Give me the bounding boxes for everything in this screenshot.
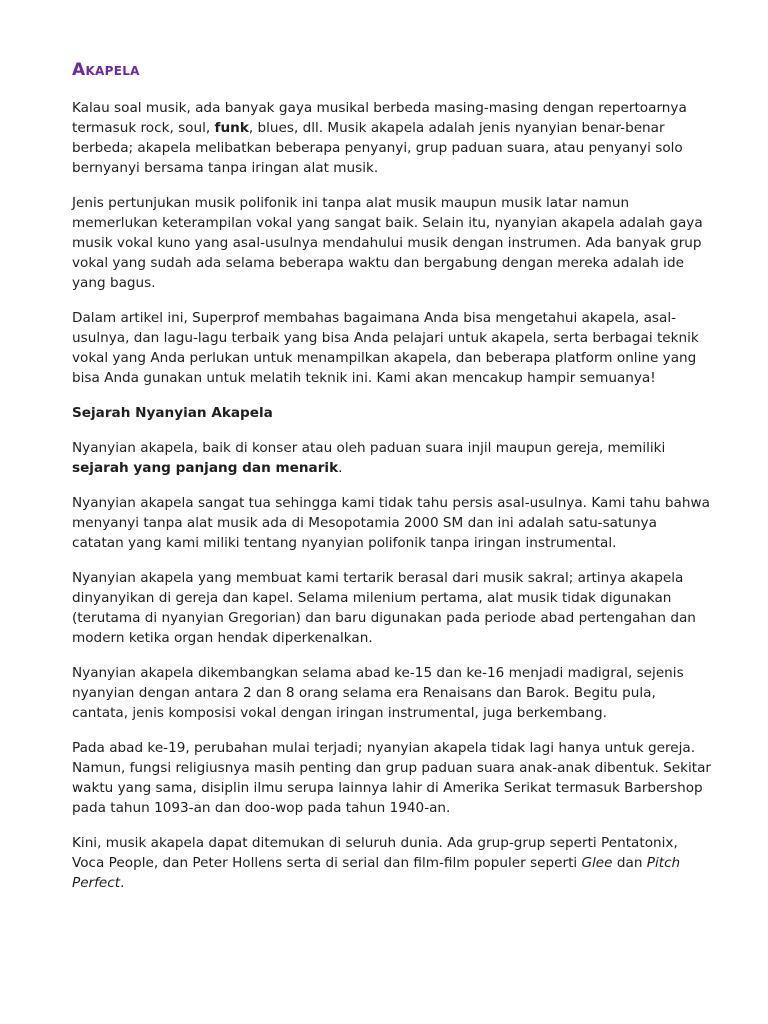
paragraph-polyphonic: Jenis pertunjukan musik polifonik ini tanpa alat musik maupun musik latar namun memerlukan keterampilan vokal yang sangat baik. Selain itu, nyanyian akapela adalah gaya musik vokal kuno yang asal-usulnya mendahului musik dengan instrumen. Ada banyak grup vokal yang sudah ada selama beberapa waktu dan bergabung dengan mereka adalah ide yang bagus. <box>72 195 703 291</box>
paragraph-modern <box>72 833 712 893</box>
bold-phrase-history: sejarah yang panjang dan menarik <box>72 460 339 476</box>
bold-term-funk: funk <box>214 120 249 136</box>
paragraph-sacral-music: Nyanyian akapela yang membuat kami tertarik berasal dari musik sakral; artinya akapela dinyanyikan di gereja dan kapel. Selama milenium pertama, alat musik tidak digunakan (terutama di nyanyian Gregorian) dan baru digunakan pada periode abad pertengahan dan modern ketika organ hendak diperkenalkan. <box>72 570 696 646</box>
paragraph-text: Kini, musik akapela dapat ditemukan di seluruh dunia. Ada grup-grup seperti Pentatonix, Voca People, dan Peter Hollens serta di serial dan film-film populer seperti <box>72 835 678 871</box>
document-title: Akapela <box>72 60 140 80</box>
section-heading-history: Sejarah Nyanyian Akapela <box>72 405 273 421</box>
paragraph-history-intro <box>72 438 712 478</box>
paragraph-madrigal: Nyanyian akapela dikembangkan selama abad ke-15 dan ke-16 menjadi madigral, sejenis nyanyian dengan antara 2 dan 8 orang selama era Renaisans dan Barok. Begitu pula, cantata, jenis komposisi vokal dengan iringan instrumental, juga berkembang. <box>72 665 684 721</box>
document-page <box>72 56 712 908</box>
paragraph-intro <box>72 98 712 178</box>
paragraph-text: . <box>120 875 125 891</box>
paragraph-text: , blues, dll. Musik akapela adalah jenis nyanyian benar-benar berbeda; akapela melibatkan beberapa penyanyi, grup paduan suara, atau penyanyi solo bernyanyi bersama tanpa iringan alat musik. <box>72 120 683 176</box>
paragraph-19th-century: Pada abad ke-19, perubahan mulai terjadi; nyanyian akapela tidak lagi hanya untuk gereja. Namun, fungsi religiusnya masih penting dan grup paduan suara anak-anak dibentuk. Sekitar waktu yang sama, disiplin ilmu serupa lainnya lahir di Amerika Serikat termasuk Barbershop pada tahun 1093-an dan doo-wop pada tahun 1940-an. <box>72 740 712 816</box>
paragraph-text: . <box>338 460 343 476</box>
paragraph-article-overview: Dalam artikel ini, Superprof membahas bagaimana Anda bisa mengetahui akapela, asal-usulnya, dan lagu-lagu terbaik yang bisa Anda pelajari untuk akapela, serta berbagai teknik vokal yang Anda perlukan untuk menampilkan akapela, dan beberapa platform online yang bisa Anda gunakan untuk melatih teknik ini. Kami akan mencakup hampir semuanya! <box>72 310 699 386</box>
italic-title-pitch-perfect: Pitch Perfect <box>72 855 681 891</box>
paragraph-text: Nyanyian akapela, baik di konser atau oleh paduan suara injil maupun gereja, memiliki <box>72 440 666 456</box>
paragraph-text: dan <box>612 855 647 871</box>
paragraph-origins: Nyanyian akapela sangat tua sehingga kami tidak tahu persis asal-usulnya. Kami tahu bahwa menyanyi tanpa alat musik ada di Mesopotamia 2000 SM dan ini adalah satu-satunya catatan yang kami miliki tentang nyanyian polifonik tanpa iringan instrumental. <box>72 495 710 551</box>
italic-title-glee: Glee <box>581 855 613 871</box>
paragraph-text: Kalau soal musik, ada banyak gaya musikal berbeda masing-masing dengan repertoarnya termasuk rock, soul, <box>72 100 687 136</box>
